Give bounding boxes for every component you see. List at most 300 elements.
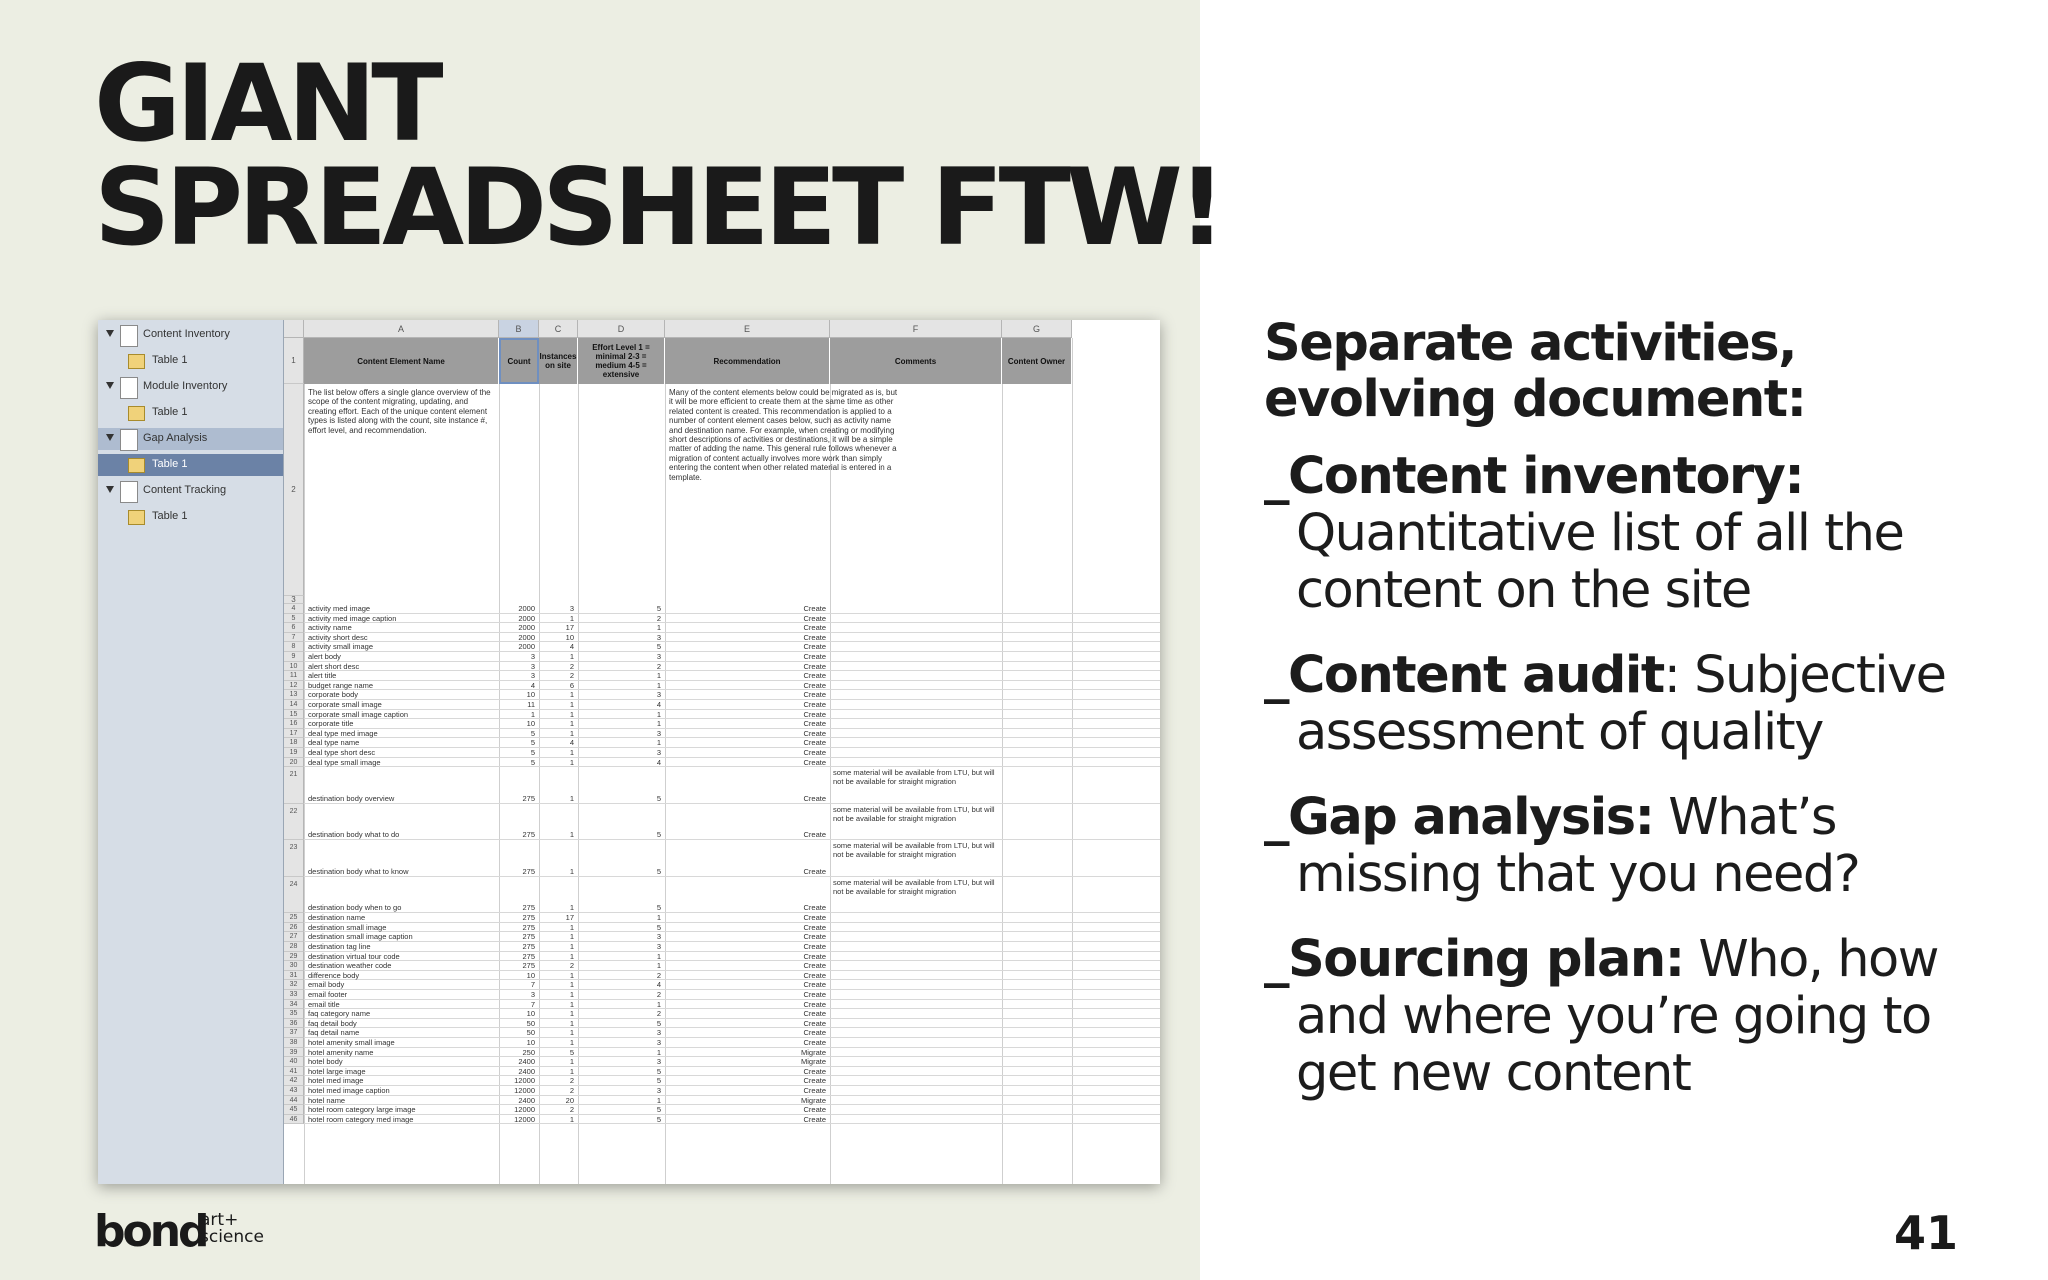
element-name-cell: destination tag line <box>308 942 371 951</box>
count-cell: 275 <box>522 903 535 913</box>
table-row <box>284 1038 1160 1048</box>
element-name-cell: activity name <box>308 623 352 633</box>
row-number: 9 <box>284 652 304 662</box>
instances-cell: 4 <box>569 738 574 748</box>
effort-cell: 5 <box>656 604 661 613</box>
recommendation-cell: Migrate <box>800 1095 826 1105</box>
table-row <box>284 642 1160 652</box>
sidebar-item-label: Content Inventory <box>143 328 230 340</box>
recommendation-cell: Migrate <box>800 1057 826 1067</box>
element-name-cell: activity small image <box>308 642 374 652</box>
column-letter: D <box>578 320 665 338</box>
title-line: GIANT <box>94 42 439 165</box>
sidebar-item-label: Table 1 <box>152 354 188 366</box>
count-cell: 275 <box>522 913 535 923</box>
instances-cell: 1 <box>569 942 574 951</box>
row-number: 38 <box>284 1038 304 1048</box>
row-number: 26 <box>284 923 304 933</box>
element-name-cell: activity short desc <box>308 632 368 642</box>
effort-cell: 1 <box>656 709 661 719</box>
logo-tagline-line: art+ <box>200 1210 239 1230</box>
count-cell: 275 <box>522 951 535 961</box>
recommendation-cell: Create <box>803 642 826 652</box>
recommendation-cell: Create <box>803 1105 826 1115</box>
document-icon <box>120 325 138 347</box>
instances-cell: 20 <box>565 1095 574 1105</box>
sidebar-item-label: Table 1 <box>152 458 188 470</box>
comment-cell: some material will be available from LTU, but will not be available for straight migration <box>833 768 995 787</box>
element-name-cell: alert title <box>308 671 337 681</box>
element-name-cell: faq detail name <box>308 1028 360 1038</box>
element-name-cell: destination body what to know <box>308 866 409 876</box>
instances-cell: 2 <box>569 1105 574 1115</box>
recommendation-cell: Create <box>803 999 826 1009</box>
table-row <box>284 1067 1160 1077</box>
table-row <box>284 1076 1160 1086</box>
instances-cell: 1 <box>569 709 574 719</box>
count-cell: 5 <box>530 738 535 748</box>
column-letter: A <box>304 320 499 338</box>
effort-cell: 4 <box>656 980 661 990</box>
recommendation-cell: Create <box>803 728 826 738</box>
row-number: 12 <box>284 681 304 691</box>
recommendation-cell: Create <box>803 970 826 980</box>
table-row <box>284 961 1160 971</box>
row-number: 43 <box>284 1086 304 1096</box>
recommendation-cell: Create <box>803 990 826 999</box>
sidebar-item <box>98 402 283 424</box>
instances-cell: 1 <box>569 999 574 1009</box>
sheet-grid <box>284 320 1160 1184</box>
instances-cell: 1 <box>569 951 574 961</box>
table-row <box>284 1115 1160 1125</box>
instances-cell: 1 <box>569 922 574 932</box>
instances-cell: 10 <box>565 632 574 642</box>
count-cell: 10 <box>526 690 535 700</box>
table-row <box>284 980 1160 990</box>
instances-cell: 2 <box>569 1076 574 1086</box>
instances-cell: 1 <box>569 1066 574 1076</box>
recommendation-cell: Create <box>803 623 826 633</box>
count-cell: 3 <box>530 661 535 671</box>
element-name-cell: alert short desc <box>308 661 360 671</box>
recommendation-cell: Create <box>803 748 826 757</box>
instances-cell: 1 <box>569 652 574 661</box>
list-item-gap-analysis <box>1264 789 2004 903</box>
table-row <box>284 990 1160 1000</box>
effort-cell: 5 <box>656 903 661 913</box>
table-row <box>284 719 1160 729</box>
instances-cell: 17 <box>565 623 574 633</box>
instances-cell: 6 <box>569 680 574 690</box>
table-row <box>284 604 1160 614</box>
sidebar-item-label: Table 1 <box>152 510 188 522</box>
row-number: 33 <box>284 990 304 1000</box>
item-term: _Sourcing plan: <box>1264 930 1684 989</box>
element-name-cell: budget range name <box>308 680 374 690</box>
table-row <box>284 932 1160 942</box>
recommendation-cell: Create <box>803 632 826 642</box>
column-header: Content Owner <box>1002 338 1072 384</box>
instances-cell: 1 <box>569 748 574 757</box>
instances-cell: 1 <box>569 1114 574 1124</box>
sidebar-item <box>98 376 283 398</box>
sidebar-item-label: Content Tracking <box>143 484 227 496</box>
element-name-cell: hotel name <box>308 1095 346 1105</box>
element-name-cell: deal type short desc <box>308 748 376 757</box>
recommendation-cell: Create <box>803 738 826 748</box>
table-row <box>284 614 1160 624</box>
row-number: 37 <box>284 1028 304 1038</box>
instances-cell: 1 <box>569 1009 574 1019</box>
element-name-cell: hotel med image caption <box>308 1086 390 1095</box>
sidebar-item <box>98 454 283 476</box>
instances-cell: 2 <box>569 671 574 681</box>
sidebar-item <box>98 506 283 528</box>
effort-cell: 2 <box>656 990 661 999</box>
row-number: 28 <box>284 942 304 952</box>
count-cell: 2000 <box>518 623 535 633</box>
column-header: Instances on site <box>539 338 578 384</box>
row-number: 36 <box>284 1019 304 1029</box>
column-header: Content Element Name <box>304 338 499 384</box>
instances-cell: 1 <box>569 980 574 990</box>
row-number: 4 <box>284 604 304 614</box>
column-letter: C <box>539 320 578 338</box>
recommendation-cell: Create <box>803 932 826 942</box>
recommendation-cell: Create <box>803 903 826 913</box>
count-cell: 275 <box>522 961 535 971</box>
count-cell: 12000 <box>514 1114 535 1124</box>
item-desc: get new content <box>1296 1044 1691 1103</box>
element-name-cell: corporate body <box>308 690 359 700</box>
instances-cell: 1 <box>569 1028 574 1038</box>
count-cell: 10 <box>526 970 535 980</box>
row-number: 6 <box>284 623 304 633</box>
column-letter: G <box>1002 320 1072 338</box>
table-row <box>284 690 1160 700</box>
row-number: 46 <box>284 1115 304 1125</box>
count-cell: 2000 <box>518 632 535 642</box>
table-row <box>284 1086 1160 1096</box>
row-number: 7 <box>284 633 304 643</box>
element-name-cell: deal type name <box>308 738 360 748</box>
disclosure-triangle-icon <box>106 486 114 493</box>
instances-cell: 1 <box>569 903 574 913</box>
item-desc: Quantitative list of all the <box>1296 504 1904 563</box>
intro-line: evolving document: <box>1264 370 1806 429</box>
count-cell: 5 <box>530 728 535 738</box>
document-icon <box>120 429 138 451</box>
recommendation-cell: Create <box>803 1086 826 1095</box>
element-name-cell: activity med image caption <box>308 613 397 623</box>
instances-cell: 3 <box>569 604 574 613</box>
row-number: 8 <box>284 642 304 652</box>
recommendation-cell: Create <box>803 661 826 671</box>
recommendation-cell: Create <box>803 1009 826 1019</box>
recommendation-cell: Create <box>803 604 826 613</box>
item-term: _Content inventory: <box>1264 447 1804 506</box>
effort-cell: 5 <box>656 1105 661 1115</box>
table-row <box>284 1028 1160 1038</box>
effort-cell: 4 <box>656 757 661 767</box>
row-number: 30 <box>284 961 304 971</box>
instances-cell: 1 <box>569 700 574 709</box>
element-name-cell: faq category name <box>308 1009 371 1019</box>
element-name-cell: difference body <box>308 970 360 980</box>
recommendation-cell: Create <box>803 690 826 700</box>
effort-cell: 3 <box>656 690 661 700</box>
instances-cell: 2 <box>569 661 574 671</box>
recommendation-cell: Create <box>803 830 826 840</box>
table-row <box>284 767 1160 804</box>
row-number: 25 <box>284 913 304 923</box>
recommendation-cell: Create <box>803 866 826 876</box>
column-header: Comments <box>830 338 1002 384</box>
count-cell: 275 <box>522 942 535 951</box>
instances-cell: 1 <box>569 932 574 942</box>
effort-cell: 3 <box>656 1028 661 1038</box>
item-suffix: What’s <box>1653 788 1836 847</box>
effort-cell: 2 <box>656 1009 661 1019</box>
row-number: 13 <box>284 690 304 700</box>
instances-cell: 1 <box>569 830 574 840</box>
row-number: 39 <box>284 1048 304 1058</box>
effort-cell: 2 <box>656 661 661 671</box>
recommendation-note: Many of the content elements below could be migrated as is, but it will be more efficient to create them at the same time as other related content is created. This recommendation is applied to a number of content element cases below, such as activity name and destination name. For example, when creating or modifying short descriptions of activities or destinations, it will be a simple matter of adding the name. This general rule follows whenever a migration of content actually involves more work than simply entering the content when other related material is entered in a template. <box>669 388 898 482</box>
element-name-cell: hotel large image <box>308 1066 366 1076</box>
recommendation-cell: Create <box>803 951 826 961</box>
table-row <box>284 729 1160 739</box>
effort-cell: 1 <box>656 680 661 690</box>
row-number: 32 <box>284 980 304 990</box>
column-letter: F <box>830 320 1002 338</box>
sidebar-item <box>98 350 283 372</box>
count-cell: 11 <box>527 700 535 709</box>
logo-tagline <box>200 1212 264 1246</box>
instances-cell: 2 <box>569 961 574 971</box>
count-cell: 3 <box>530 990 535 999</box>
title-line: SPREADSHEET FTW! <box>94 146 1222 269</box>
comment-cell: some material will be available from LTU, but will not be available for straight migration <box>833 804 995 823</box>
sidebar-item-label: Module Inventory <box>143 380 228 392</box>
recommendation-cell: Create <box>803 757 826 767</box>
item-suffix: Who, how <box>1683 930 1938 989</box>
table-row <box>284 1009 1160 1019</box>
row-number: 17 <box>284 729 304 739</box>
element-name-cell: hotel med image <box>308 1076 364 1086</box>
table-row <box>284 971 1160 981</box>
row-number: 19 <box>284 748 304 758</box>
instances-cell: 1 <box>569 757 574 767</box>
element-name-cell: destination body when to go <box>308 903 402 913</box>
count-cell: 3 <box>530 652 535 661</box>
recommendation-cell: Create <box>803 922 826 932</box>
column-header: Count <box>499 338 539 384</box>
count-cell: 50 <box>526 1018 535 1028</box>
document-icon <box>120 481 138 503</box>
effort-cell: 1 <box>656 961 661 971</box>
table-row <box>284 662 1160 672</box>
recommendation-cell: Create <box>803 1076 826 1086</box>
corner-cell <box>284 320 304 338</box>
comment-cell: some material will be available from LTU, but will not be available for straight migration <box>833 841 995 860</box>
logo-tagline-line: science <box>200 1227 264 1247</box>
slide-title <box>94 42 1222 269</box>
effort-cell: 1 <box>656 623 661 633</box>
document-icon <box>120 377 138 399</box>
count-cell: 10 <box>526 719 535 729</box>
row-number: 35 <box>284 1009 304 1019</box>
row-number: 1 <box>284 338 304 384</box>
element-name-cell: hotel room category large image <box>308 1105 416 1115</box>
table-row <box>284 710 1160 720</box>
effort-cell: 3 <box>656 632 661 642</box>
row-number: 20 <box>284 758 304 768</box>
effort-cell: 3 <box>656 1086 661 1095</box>
count-cell: 275 <box>522 866 535 876</box>
disclosure-triangle-icon <box>106 330 114 337</box>
effort-cell: 2 <box>656 613 661 623</box>
effort-cell: 1 <box>656 738 661 748</box>
row-number: 23 <box>284 840 304 877</box>
row-number: 31 <box>284 971 304 981</box>
instances-cell: 5 <box>569 1047 574 1057</box>
table-row <box>284 681 1160 691</box>
count-cell: 7 <box>530 999 535 1009</box>
effort-cell: 5 <box>656 830 661 840</box>
disclosure-triangle-icon <box>106 382 114 389</box>
row-number: 44 <box>284 1096 304 1106</box>
item-desc: assessment of quality <box>1296 703 1823 762</box>
count-cell: 10 <box>526 1009 535 1019</box>
effort-cell: 2 <box>656 970 661 980</box>
table-row <box>284 1096 1160 1106</box>
element-name-cell: hotel amenity name <box>308 1047 374 1057</box>
element-name-cell: deal type med image <box>308 728 378 738</box>
table-row <box>284 700 1160 710</box>
table-icon <box>128 406 145 421</box>
recommendation-cell: Create <box>803 1114 826 1124</box>
recommendation-cell: Create <box>803 1028 826 1038</box>
effort-cell: 5 <box>656 866 661 876</box>
table-row <box>284 1019 1160 1029</box>
effort-cell: 3 <box>656 652 661 661</box>
row-number: 10 <box>284 662 304 672</box>
recommendation-cell: Migrate <box>800 1047 826 1057</box>
instances-cell: 1 <box>569 728 574 738</box>
element-name-cell: corporate small image <box>308 700 382 709</box>
element-name-cell: hotel amenity small image <box>308 1038 395 1047</box>
row-number: 2 <box>284 384 304 596</box>
table-row <box>284 923 1160 933</box>
row-number: 40 <box>284 1057 304 1067</box>
row-number: 15 <box>284 710 304 720</box>
element-name-cell: email title <box>308 999 340 1009</box>
sidebar-item <box>98 428 283 450</box>
effort-cell: 1 <box>656 999 661 1009</box>
recommendation-cell: Create <box>803 942 826 951</box>
effort-cell: 3 <box>656 942 661 951</box>
element-name-cell: corporate small image caption <box>308 709 409 719</box>
spreadsheet-screenshot <box>98 320 1160 1184</box>
table-row <box>284 748 1160 758</box>
effort-cell: 5 <box>656 1018 661 1028</box>
instances-cell: 1 <box>569 719 574 729</box>
comment-cell: some material will be available from LTU, but will not be available for straight migration <box>833 877 995 896</box>
instances-cell: 1 <box>569 970 574 980</box>
count-cell: 12000 <box>514 1105 535 1115</box>
effort-cell: 3 <box>656 748 661 757</box>
instances-cell: 2 <box>569 1086 574 1095</box>
element-name-cell: email footer <box>308 990 348 999</box>
count-cell: 4 <box>530 680 535 690</box>
table-icon <box>128 458 145 473</box>
table-row <box>284 877 1160 914</box>
item-desc: content on the site <box>1296 561 1751 620</box>
effort-cell: 3 <box>656 1057 661 1067</box>
disclosure-triangle-icon <box>106 434 114 441</box>
recommendation-cell: Create <box>803 709 826 719</box>
row-number: 11 <box>284 671 304 681</box>
effort-cell: 1 <box>656 913 661 923</box>
count-cell: 7 <box>530 980 535 990</box>
table-row <box>284 738 1160 748</box>
sidebar-item <box>98 480 283 502</box>
count-cell: 5 <box>530 757 535 767</box>
table-icon <box>128 510 145 525</box>
count-cell: 12000 <box>514 1076 535 1086</box>
table-row <box>284 913 1160 923</box>
table-icon <box>128 354 145 369</box>
recommendation-cell: Create <box>803 961 826 971</box>
list-item-sourcing-plan <box>1264 931 2004 1102</box>
column-header: Recommendation <box>665 338 830 384</box>
table-row <box>284 1105 1160 1115</box>
count-cell: 250 <box>522 1047 535 1057</box>
row-number: 27 <box>284 932 304 942</box>
effort-cell: 4 <box>656 700 661 709</box>
table-row <box>284 804 1160 841</box>
column-letter: E <box>665 320 830 338</box>
recommendation-cell: Create <box>803 980 826 990</box>
element-name-cell: destination weather code <box>308 961 392 971</box>
table-row <box>284 1048 1160 1058</box>
right-text <box>1264 316 2004 1130</box>
instances-cell: 17 <box>565 913 574 923</box>
element-name-cell: corporate title <box>308 719 354 729</box>
count-cell: 50 <box>526 1028 535 1038</box>
element-name-cell: destination small image <box>308 922 387 932</box>
instances-cell: 1 <box>569 990 574 999</box>
page-number: 41 <box>1893 1206 1958 1260</box>
intro-note: The list below offers a single glance overview of the scope of the content migrating, updating, and creating effort. Each of the unique content element types is listed along with the count, site instance #, effort level, and recommendation. <box>308 388 491 435</box>
count-cell: 3 <box>530 671 535 681</box>
effort-cell: 5 <box>656 1066 661 1076</box>
intro-line: Separate activities, <box>1264 314 1796 373</box>
element-name-cell: destination virtual tour code <box>308 951 400 961</box>
list-item-content-audit <box>1264 647 2004 761</box>
effort-cell: 1 <box>656 671 661 681</box>
recommendation-cell: Create <box>803 613 826 623</box>
effort-cell: 3 <box>656 728 661 738</box>
table-row <box>284 652 1160 662</box>
count-cell: 5 <box>530 748 535 757</box>
row-number: 29 <box>284 952 304 962</box>
effort-cell: 5 <box>656 1114 661 1124</box>
element-name-cell: deal type small image <box>308 757 381 767</box>
element-name-cell: hotel room category med image <box>308 1114 414 1124</box>
